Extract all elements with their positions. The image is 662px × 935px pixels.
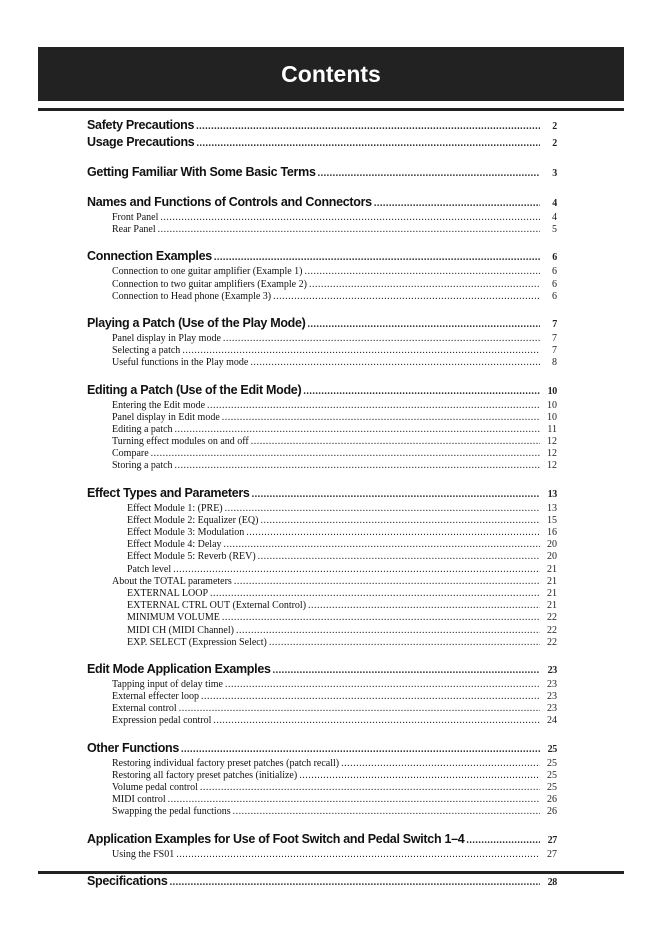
- dot-leader: [308, 319, 540, 330]
- toc-subentry-title: Effect Module 5: Reverb (REV): [127, 551, 256, 563]
- toc-subentry-title: EXP. SELECT (Expression Select): [127, 636, 267, 648]
- toc-section-title: Specifications: [87, 873, 168, 888]
- toc-page-number: 6: [552, 252, 557, 264]
- toc-page-number: 3: [552, 168, 557, 179]
- toc-subentry-title: Editing a patch: [112, 423, 173, 435]
- toc-subentry[interactable]: [87, 539, 557, 551]
- toc-subentry-title: External control: [112, 703, 177, 715]
- dot-leader: [158, 224, 540, 236]
- dot-leader: [246, 527, 540, 539]
- toc-page-number: 23: [547, 664, 557, 676]
- toc-subentry[interactable]: [87, 625, 557, 637]
- toc-section-title: Connection Examples: [87, 249, 212, 264]
- dot-leader: [160, 212, 540, 224]
- toc-subentry-title: Useful functions in the Play mode: [112, 357, 249, 369]
- toc-subentry-title: Entering the Edit mode: [112, 399, 206, 411]
- toc-section-title: Application Examples for Use of Foot Switch and Pedal Switch 1–4: [87, 831, 465, 846]
- toc-section[interactable]: [87, 832, 557, 849]
- toc-subentry-title: Connection to two guitar amplifiers (Example 2): [112, 278, 307, 290]
- dot-leader: [308, 600, 540, 612]
- toc-section[interactable]: [87, 118, 557, 135]
- toc-subentry[interactable]: [87, 279, 557, 291]
- toc-page-number: 10: [547, 385, 557, 397]
- dot-leader: [213, 715, 540, 727]
- toc-subentry[interactable]: [87, 576, 557, 588]
- toc-subentry[interactable]: [87, 515, 557, 527]
- dot-leader: [252, 489, 540, 500]
- toc-section[interactable]: [87, 165, 557, 182]
- toc-subentry[interactable]: [87, 679, 557, 691]
- toc-page-number: 7: [552, 318, 557, 330]
- toc-subentry[interactable]: [87, 637, 557, 649]
- toc-subentry[interactable]: [87, 424, 557, 436]
- toc-page-number: 13: [547, 502, 557, 514]
- dot-leader: [251, 436, 540, 448]
- toc-subentry-title: About the TOTAL parameters: [112, 575, 232, 587]
- toc-page-number: 22: [547, 624, 557, 636]
- page-title: Contents: [281, 60, 381, 87]
- toc-subentry-title: Storing a patch: [112, 460, 173, 472]
- dot-leader: [273, 665, 540, 676]
- dot-leader: [269, 637, 540, 649]
- dot-leader: [179, 703, 540, 715]
- toc-page-number: 22: [547, 636, 557, 648]
- dot-leader: [318, 168, 540, 179]
- dot-leader: [196, 121, 540, 132]
- toc-page-number: 21: [547, 587, 557, 599]
- dot-leader: [207, 400, 540, 412]
- toc-subentry-title: MINIMUM VOLUME: [127, 612, 220, 624]
- toc-page-number: 12: [547, 448, 557, 460]
- toc-section[interactable]: [87, 486, 557, 503]
- toc-subentry-title: Swapping the pedal functions: [112, 806, 231, 818]
- toc-section[interactable]: [87, 249, 557, 266]
- toc-subentry-title: Effect Module 3: Modulation: [127, 527, 245, 538]
- toc-subentry[interactable]: [87, 806, 557, 818]
- dot-leader: [222, 612, 540, 624]
- toc-page-number: 16: [547, 527, 557, 538]
- toc-page-number: 25: [547, 782, 557, 793]
- toc-page-number: 10: [547, 411, 557, 423]
- dot-leader: [258, 551, 540, 563]
- toc-page-number: 6: [552, 266, 557, 278]
- toc-page-number: 11: [547, 423, 557, 435]
- dot-leader: [466, 835, 540, 846]
- toc-page-number: 26: [547, 806, 557, 818]
- toc-page-number: 20: [547, 551, 557, 563]
- toc-subentry[interactable]: [87, 224, 557, 236]
- toc-subentry[interactable]: [87, 564, 557, 576]
- toc-page-number: 22: [547, 612, 557, 624]
- dot-leader: [234, 576, 540, 588]
- toc-page-number: 24: [547, 715, 557, 727]
- toc-subentry-title: Connection to Head phone (Example 3): [112, 290, 272, 302]
- toc-page-number: 5: [552, 224, 557, 236]
- toc-subentry[interactable]: [87, 266, 557, 278]
- toc-page-number: 6: [552, 278, 557, 290]
- toc-page-number: 25: [547, 743, 557, 755]
- toc-subentry[interactable]: [87, 357, 557, 369]
- toc-subentry[interactable]: [87, 503, 557, 515]
- toc-page-number: 21: [547, 575, 557, 587]
- toc-page-number: 21: [547, 563, 557, 575]
- toc-subentry-title: Panel display in Edit mode: [112, 411, 220, 423]
- toc-page-number: 2: [552, 138, 557, 149]
- toc-subentry-title: Patch level: [127, 563, 172, 575]
- toc-subentry-title: Connection to one guitar amplifier (Example 1): [112, 266, 303, 278]
- toc-subentry[interactable]: [87, 758, 557, 770]
- toc-page-number: 25: [547, 769, 557, 781]
- dot-leader: [175, 460, 540, 472]
- dot-leader: [223, 333, 540, 345]
- toc-subentry[interactable]: [87, 333, 557, 345]
- dot-leader: [233, 806, 540, 818]
- contents-banner: [38, 47, 624, 101]
- dot-leader: [250, 357, 540, 369]
- table-of-contents: [87, 118, 557, 891]
- dot-leader: [201, 691, 540, 703]
- toc-subentry[interactable]: [87, 436, 557, 448]
- toc-subentry[interactable]: [87, 782, 557, 794]
- toc-subentry[interactable]: [87, 412, 557, 424]
- toc-page-number: 7: [552, 345, 557, 357]
- dot-leader: [309, 279, 540, 291]
- toc-section[interactable]: [87, 662, 557, 679]
- toc-page-number: 28: [547, 876, 557, 888]
- toc-subentry-title: Restoring individual factory preset patches (patch recall): [112, 757, 340, 769]
- toc-subentry[interactable]: [87, 691, 557, 703]
- toc-subentry-title: EXTERNAL CTRL OUT (External Control): [127, 600, 307, 612]
- toc-section-title: Effect Types and Parameters: [87, 485, 250, 500]
- toc-page-number: 4: [552, 198, 557, 209]
- dot-leader: [170, 877, 540, 888]
- dot-leader: [176, 849, 540, 861]
- toc-subentry-title: Tapping input of delay time: [112, 678, 223, 690]
- toc-page-number: 8: [552, 357, 557, 369]
- toc-subentry[interactable]: [87, 345, 557, 357]
- dot-leader: [236, 625, 540, 637]
- dot-leader: [305, 266, 541, 278]
- toc-subentry-title: Volume pedal control: [112, 782, 198, 793]
- toc-section[interactable]: [87, 135, 557, 152]
- toc-page-number: 26: [547, 794, 557, 806]
- dot-leader: [224, 539, 540, 551]
- toc-subentry[interactable]: [87, 460, 557, 472]
- toc-subentry-title: Turning effect modules on and off: [112, 436, 249, 448]
- dot-leader: [341, 758, 540, 770]
- toc-subentry-title: External effecter loop: [112, 691, 199, 703]
- toc-subentry[interactable]: [87, 212, 557, 224]
- dot-leader: [175, 424, 540, 436]
- toc-section[interactable]: [87, 874, 557, 891]
- toc-page-number: 10: [547, 399, 557, 411]
- toc-section-title: Other Functions: [87, 740, 180, 755]
- dot-leader: [303, 386, 540, 397]
- toc-subentry-title: Front Panel: [112, 212, 159, 223]
- toc-section-title: Editing a Patch (Use of the Edit Mode): [87, 382, 302, 397]
- toc-subentry[interactable]: [87, 715, 557, 727]
- toc-subentry-title: EXTERNAL LOOP: [127, 587, 209, 599]
- toc-subentry-title: Panel display in Play mode: [112, 332, 221, 344]
- dot-leader: [173, 564, 540, 576]
- toc-page-number: 12: [547, 436, 557, 448]
- dot-leader: [181, 744, 540, 755]
- toc-subentry-title: MIDI control: [112, 794, 166, 806]
- toc-subentry-title: MIDI CH (MIDI Channel): [127, 624, 234, 636]
- toc-page-number: 23: [547, 703, 557, 715]
- toc-subentry-title: Selecting a patch: [112, 345, 181, 357]
- toc-section-title: Usage Precautions: [87, 135, 195, 149]
- toc-section[interactable]: [87, 741, 557, 758]
- toc-section-title: Playing a Patch (Use of the Play Mode): [87, 315, 306, 330]
- dot-leader: [200, 782, 540, 794]
- toc-subentry-title: Rear Panel: [112, 224, 156, 236]
- toc-subentry[interactable]: [87, 770, 557, 782]
- dot-leader: [222, 412, 540, 424]
- toc-section[interactable]: [87, 383, 557, 400]
- dot-leader: [225, 679, 540, 691]
- dot-leader: [214, 252, 540, 263]
- toc-page-number: 21: [547, 600, 557, 612]
- toc-subentry-title: Effect Module 2: Equalizer (EQ): [127, 514, 259, 526]
- toc-subentry[interactable]: [87, 551, 557, 563]
- toc-subentry[interactable]: [87, 703, 557, 715]
- toc-page-number: 27: [547, 848, 557, 860]
- top-rule: [38, 108, 624, 111]
- toc-page-number: 23: [547, 678, 557, 690]
- toc-page-number: 4: [552, 212, 557, 223]
- bottom-rule: [38, 871, 624, 874]
- toc-section[interactable]: [87, 195, 557, 212]
- toc-page-number: 13: [547, 488, 557, 500]
- toc-page-number: 6: [552, 290, 557, 302]
- dot-leader: [168, 794, 540, 806]
- toc-section-title: Safety Precautions: [87, 118, 195, 132]
- toc-page-number: 2: [552, 121, 557, 132]
- toc-subentry-title: Compare: [112, 448, 149, 460]
- dot-leader: [225, 503, 540, 515]
- dot-leader: [260, 515, 540, 527]
- dot-leader: [374, 198, 540, 209]
- toc-subentry[interactable]: [87, 291, 557, 303]
- toc-subentry[interactable]: [87, 400, 557, 412]
- dot-leader: [273, 291, 540, 303]
- toc-subentry-title: Effect Module 1: (PRE): [127, 502, 223, 514]
- toc-subentry[interactable]: [87, 600, 557, 612]
- toc-section-title: Getting Familiar With Some Basic Terms: [87, 165, 316, 179]
- toc-section-title: Names and Functions of Controls and Connectors: [87, 195, 372, 209]
- toc-page-number: 12: [547, 460, 557, 472]
- toc-subentry-title: Expression pedal control: [112, 715, 212, 727]
- toc-subentry[interactable]: [87, 794, 557, 806]
- dot-leader: [299, 770, 540, 782]
- dot-leader: [210, 588, 540, 600]
- toc-page-number: 23: [547, 691, 557, 703]
- toc-subentry[interactable]: [87, 612, 557, 624]
- toc-subentry[interactable]: [87, 527, 557, 539]
- toc-section[interactable]: [87, 316, 557, 333]
- toc-subentry[interactable]: [87, 588, 557, 600]
- toc-page-number: 20: [547, 539, 557, 551]
- toc-subentry[interactable]: [87, 448, 557, 460]
- toc-subentry-title: Effect Module 4: Delay: [127, 539, 222, 551]
- toc-subentry[interactable]: [87, 849, 557, 861]
- toc-page-number: 27: [547, 834, 557, 846]
- dot-leader: [151, 448, 540, 460]
- toc-page-number: 25: [547, 757, 557, 769]
- toc-subentry-title: Restoring all factory preset patches (initialize): [112, 769, 298, 781]
- dot-leader: [196, 138, 540, 149]
- toc-page-number: 15: [547, 514, 557, 526]
- toc-page-number: 7: [552, 332, 557, 344]
- toc-subentry-title: Using the FS01: [112, 848, 175, 860]
- toc-section-title: Edit Mode Application Examples: [87, 661, 271, 676]
- dot-leader: [182, 345, 540, 357]
